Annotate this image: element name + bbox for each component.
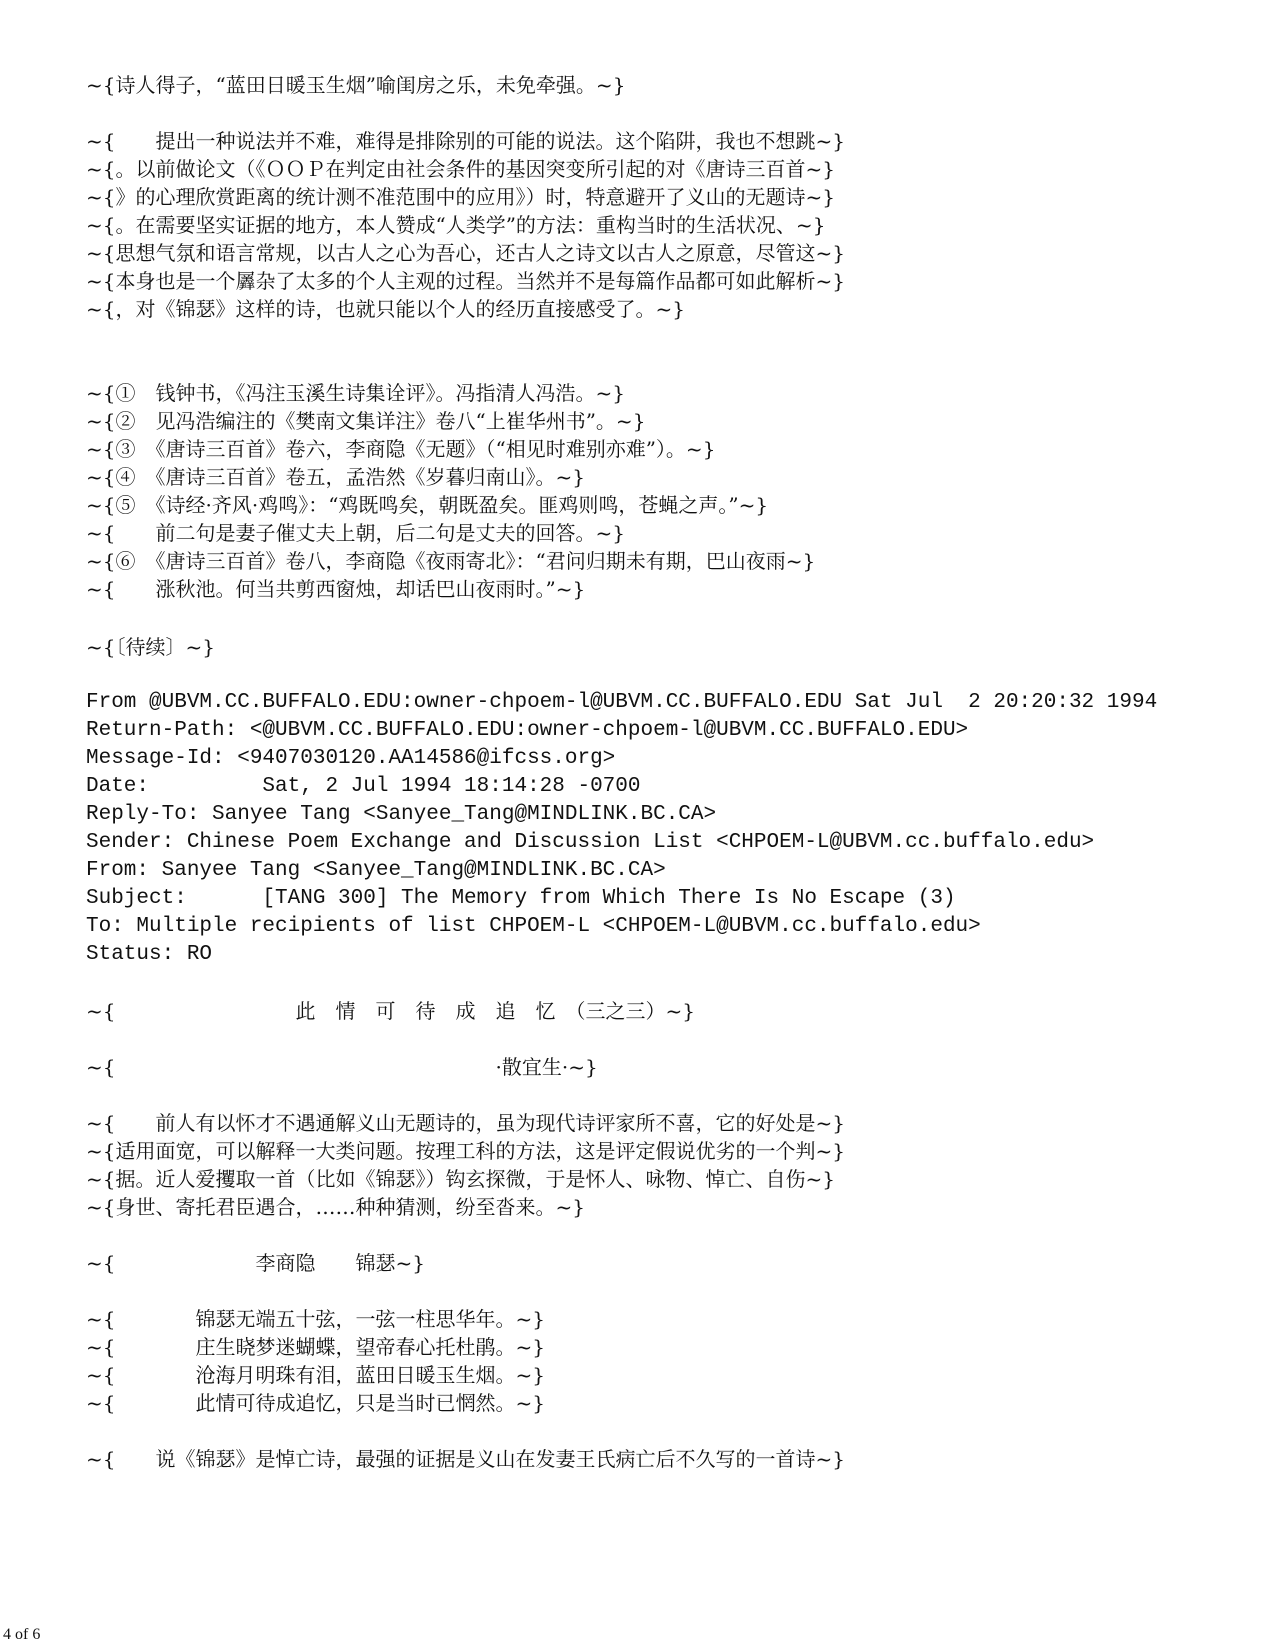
intro-line: ~{诗人得子，“蓝田日暖玉生烟”喻闺房之乐，未免牵强。~} <box>86 73 626 97</box>
poem-line: ~{ 庄生晓梦迷蝴蝶，望帝春心托杜鹃。~} <box>86 1335 545 1359</box>
paragraph-line: ~{本身也是一个羼杂了太多的个人主观的过程。当然并不是每篇作品都可如此解析~} <box>86 269 845 293</box>
header-message-id: Message-Id: <9407030120.AA14586@ifcss.org> <box>86 747 616 770</box>
header-date: Date: Sat, 2 Jul 1994 18:14:28 -0700 <box>86 775 641 798</box>
page-number: 4 of 6 <box>3 1626 41 1643</box>
to-be-continued: ~{〔待续〕~} <box>86 635 215 659</box>
paragraph-line: ~{》的心理欣赏距离的统计测不准范围中的应用》）时，特意避开了义山的无题诗~} <box>86 185 835 209</box>
header-return-path: Return-Path: <@UBVM.CC.BUFFALO.EDU:owner-chpoem-l@UBVM.CC.BUFFALO.EDU> <box>86 719 969 742</box>
paragraph-line: ~{ 前人有以怀才不遇通解义山无题诗的，虽为现代诗评家所不喜，它的好处是~} <box>86 1111 845 1135</box>
paragraph-line: ~{适用面宽，可以解释一大类问题。按理工科的方法，这是评定假说优劣的一个判~} <box>86 1139 845 1163</box>
footnote-line: ~{⑥ 《唐诗三百首》卷八，李商隐《夜雨寄北》：“君问归期未有期，巴山夜雨~} <box>86 549 816 573</box>
header-sender: Sender: Chinese Poem Exchange and Discussion List <CHPOEM-L@UBVM.cc.buffalo.edu> <box>86 831 1095 854</box>
article-title: ~{ 此 情 可 待 成 追 忆 （三之三）~} <box>86 999 695 1023</box>
header-to: To: Multiple recipients of list CHPOEM-L <CHPOEM-L@UBVM.cc.buffalo.edu> <box>86 915 981 938</box>
footnote-line: ~{ 涨秋池。何当共剪西窗烛，却话巴山夜雨时。”~} <box>86 577 586 601</box>
poem-line: ~{ 锦瑟无端五十弦，一弦一柱思华年。~} <box>86 1307 545 1331</box>
paragraph-line: ~{思想气氛和语言常规，以古人之心为吾心，还古人之诗文以古人之原意，尽管这~} <box>86 241 845 265</box>
last-paragraph-line: ~{ 说《锦瑟》是悼亡诗，最强的证据是义山在发妻王氏病亡后不久写的一首诗~} <box>86 1447 845 1471</box>
article-author: ~{ ·散宜生·~} <box>86 1055 598 1079</box>
poem-line: ~{ 沧海月明珠有泪，蓝田日暖玉生烟。~} <box>86 1363 545 1387</box>
paragraph-line: ~{。以前做论文（《ＯＯＰ在判定由社会条件的基因突变所引起的对《唐诗三百首~} <box>86 157 835 181</box>
paragraph-line: ~{。在需要坚实证据的地方，本人赞成“人类学”的方法：重构当时的生活状况、~} <box>86 213 826 237</box>
header-status: Status: RO <box>86 943 213 966</box>
footnote-line: ~{ 前二句是妻子催丈夫上朝，后二句是丈夫的回答。~} <box>86 521 625 545</box>
footnote-line: ~{① 钱钟书，《冯注玉溪生诗集诠评》。冯指清人冯浩。~} <box>86 381 625 405</box>
paragraph-line: ~{，对《锦瑟》这样的诗，也就只能以个人的经历直接感受了。~} <box>86 297 685 321</box>
paragraph-line: ~{据。近人爱攫取一首（比如《锦瑟》）钩玄探微，于是怀人、咏物、悼亡、自伤~} <box>86 1167 835 1191</box>
paragraph-line: ~{身世、寄托君臣遇合，……种种猜测，纷至沓来。~} <box>86 1195 585 1219</box>
footnote-line: ~{② 见冯浩编注的《樊南文集详注》卷八“上崔华州书”。~} <box>86 409 646 433</box>
poem-heading: ~{ 李商隐 锦瑟~} <box>86 1251 425 1275</box>
paragraph-line: ~{ 提出一种说法并不难，难得是排除别的可能的说法。这个陷阱，我也不想跳~} <box>86 129 845 153</box>
footnote-line: ~{⑤ 《诗经·齐风·鸡鸣》：“鸡既鸣矣，朝既盈矣。匪鸡则鸣，苍蝇之声。”~} <box>86 493 769 517</box>
header-subject: Subject: [TANG 300] The Memory from Which There Is No Escape (3) <box>86 887 956 910</box>
footnote-line: ~{③ 《唐诗三百首》卷六，李商隐《无题》（“相见时难别亦难”）。~} <box>86 437 716 461</box>
header-from: From: Sanyee Tang <Sanyee_Tang@MINDLINK.BC.CA> <box>86 859 666 882</box>
header-reply-to: Reply-To: Sanyee Tang <Sanyee_Tang@MINDLINK.BC.CA> <box>86 803 717 826</box>
header-from-line: From @UBVM.CC.BUFFALO.EDU:owner-chpoem-l@UBVM.CC.BUFFALO.EDU Sat Jul 2 20:20:32 1994 <box>86 691 1158 714</box>
poem-line: ~{ 此情可待成追忆，只是当时已惘然。~} <box>86 1391 545 1415</box>
footnote-line: ~{④ 《唐诗三百首》卷五，孟浩然《岁暮归南山》。~} <box>86 465 585 489</box>
